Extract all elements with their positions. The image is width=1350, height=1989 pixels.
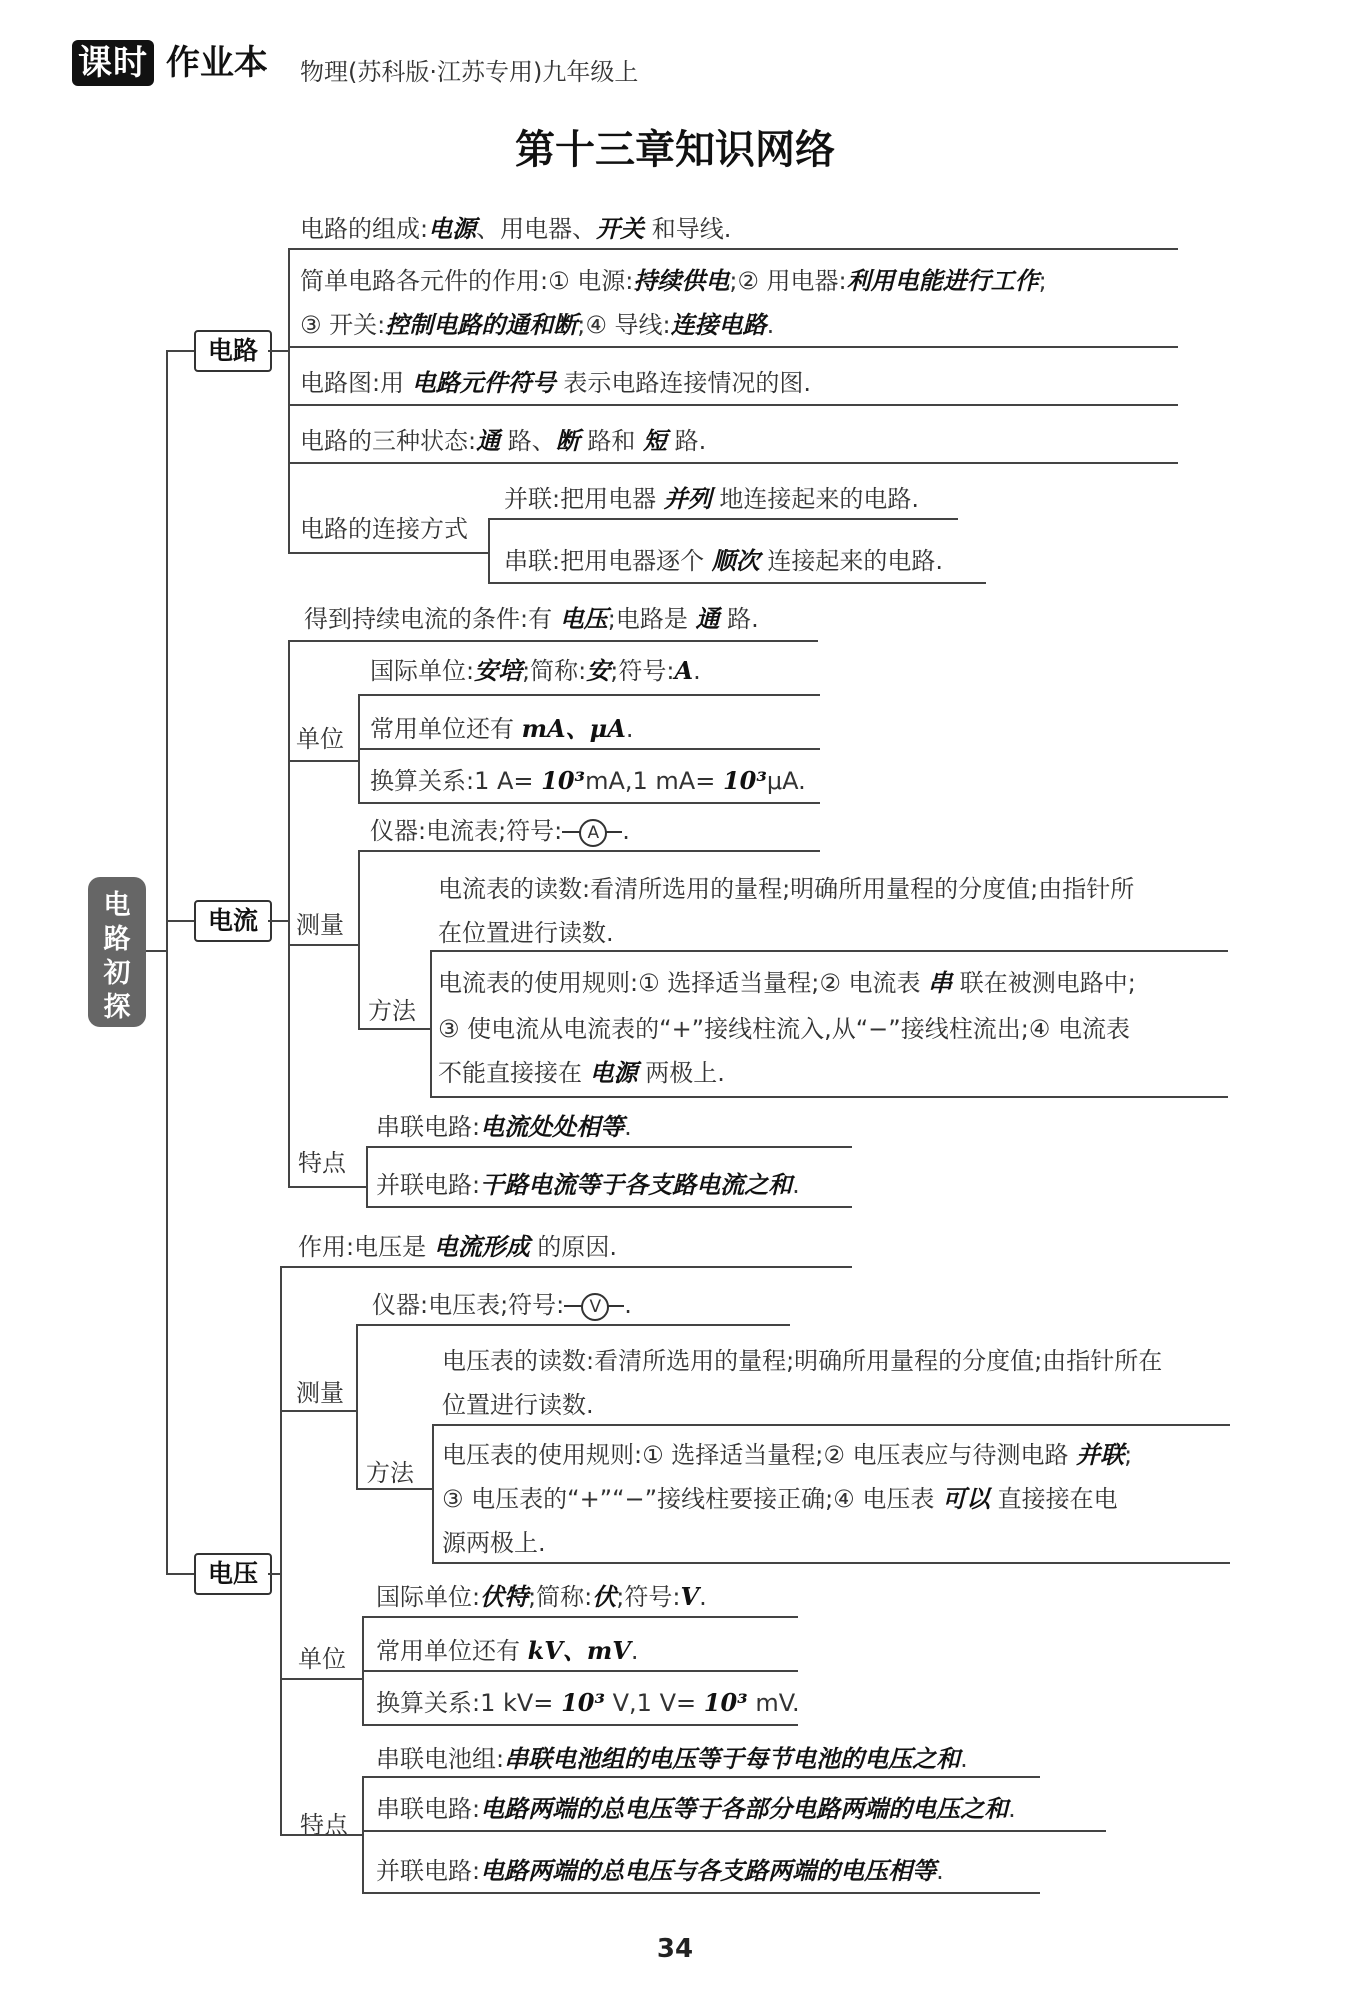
bracket xyxy=(488,518,490,582)
line xyxy=(432,1424,1230,1426)
voltage-unit-label: 单位 xyxy=(298,1645,346,1673)
line xyxy=(288,640,818,642)
current-conversion: 换算关系:1 A= 10³mA,1 mA= 10³μA. xyxy=(370,766,806,795)
bracket xyxy=(432,1424,434,1562)
line xyxy=(288,552,488,554)
voltage-parallel-feature: 并联电路:电路两端的总电压与各支路两端的电压相等. xyxy=(376,1856,944,1885)
voltage-reading-line1: 电压表的读数:看清所选用的量程;明确所用量程的分度值;由指针所在 xyxy=(442,1347,1163,1375)
voltage-reading-line2: 位置进行读数. xyxy=(442,1391,594,1419)
current-stub xyxy=(268,920,288,922)
line xyxy=(288,760,358,762)
voltage-series-feature: 串联电路:电路两端的总电压等于各部分电路两端的电压之和. xyxy=(376,1794,1016,1823)
current-common-units: 常用单位还有 mA、μA. xyxy=(370,714,634,743)
line xyxy=(432,1562,1230,1564)
voltage-battery-feature: 串联电池组:串联电池组的电压等于每节电池的电压之和. xyxy=(376,1744,968,1773)
ammeter-symbol-icon: A xyxy=(562,817,622,847)
line xyxy=(488,518,958,520)
current-rules-line2: ③ 使电流从电流表的“+”接线柱流入,从“−”接线柱流出;④ 电流表 xyxy=(438,1015,1130,1043)
current-method-label: 方法 xyxy=(368,997,416,1025)
root-node: 电路初探 xyxy=(88,877,146,1027)
line xyxy=(358,802,820,804)
line xyxy=(362,1830,1106,1832)
current-bracket xyxy=(288,640,290,1186)
current-condition: 得到持续电流的条件:有 电压;电路是 通 路. xyxy=(304,604,759,633)
circuit-stub xyxy=(268,350,288,352)
voltage-rules-line2: ③ 电压表的“+”“−”接线柱要接正确;④ 电压表 可以 直接接在电 xyxy=(442,1484,1118,1513)
header-subtitle: 物理(苏科版·江苏专用)九年级上 xyxy=(300,58,639,86)
line xyxy=(288,248,1178,250)
branch-voltage: 电压 xyxy=(194,1553,272,1595)
line xyxy=(362,1892,1040,1894)
circuit-connection-label: 电路的连接方式 xyxy=(300,515,468,543)
current-rules-line1: 电流表的使用规则:① 选择适当量程;② 电流表 串 联在被测电路中; xyxy=(438,968,1136,997)
circuit-parallel: 并联:把用电器 并列 地连接起来的电路. xyxy=(504,484,920,513)
current-instrument: 仪器:电流表;符号: A . xyxy=(370,817,630,845)
circuit-roles-line2: ③ 开关:控制电路的通和断;④ 导线:连接电路. xyxy=(300,310,775,339)
line xyxy=(366,1206,852,1208)
current-feature-label: 特点 xyxy=(298,1149,346,1177)
voltage-intl-unit: 国际单位:伏特;简称:伏;符号:V. xyxy=(376,1582,707,1611)
line xyxy=(288,346,1178,348)
voltage-rules-line1: 电压表的使用规则:① 选择适当量程;② 电压表应与待测电路 并联; xyxy=(442,1440,1133,1469)
header-logo xyxy=(72,40,268,86)
root-trunk xyxy=(166,350,168,1573)
line xyxy=(362,1776,1040,1778)
voltmeter-symbol-icon: V xyxy=(564,1291,624,1321)
line xyxy=(358,694,820,696)
voltage-bracket xyxy=(280,1266,282,1834)
voltage-feature-label: 特点 xyxy=(300,1811,348,1839)
line xyxy=(488,582,986,584)
line xyxy=(430,950,1228,952)
line xyxy=(288,462,1178,464)
line xyxy=(288,404,1178,406)
circuit-diagram: 电路图:用 电路元件符号 表示电路连接情况的图. xyxy=(300,368,812,397)
line xyxy=(288,944,358,946)
bracket xyxy=(366,1146,368,1206)
voltage-rules-line3: 源两极上. xyxy=(442,1529,546,1557)
current-measure-label: 测量 xyxy=(296,911,344,939)
line xyxy=(362,1670,798,1672)
circuit-composition: 电路的组成:电源、用电器、开关 和导线. xyxy=(300,214,732,243)
current-intl-unit: 国际单位:安培;简称:安;符号:A. xyxy=(370,656,701,685)
logo-badge: 课时 xyxy=(72,40,154,86)
link-circuit xyxy=(166,350,194,352)
voltage-common-units: 常用单位还有 kV、mV. xyxy=(376,1636,639,1665)
line xyxy=(358,850,820,852)
voltage-conversion: 换算关系:1 kV= 10³ V,1 V= 10³ mV. xyxy=(376,1688,800,1717)
current-reading-line1: 电流表的读数:看清所选用的量程;明确所用量程的分度值;由指针所 xyxy=(438,875,1135,903)
voltage-role: 作用:电压是 电流形成 的原因. xyxy=(298,1232,618,1261)
line xyxy=(358,748,820,750)
line xyxy=(280,1266,852,1268)
line xyxy=(280,1678,362,1680)
line xyxy=(358,1028,430,1030)
current-parallel-feature: 并联电路:干路电流等于各支路电流之和. xyxy=(376,1170,800,1199)
line xyxy=(362,1616,798,1618)
branch-current: 电流 xyxy=(194,900,272,942)
voltage-instrument: 仪器:电压表;符号: V . xyxy=(372,1291,632,1319)
bracket xyxy=(356,1324,358,1488)
bracket xyxy=(430,950,432,1096)
voltage-method-label: 方法 xyxy=(366,1459,414,1487)
bracket xyxy=(358,850,360,1028)
line xyxy=(362,1724,798,1726)
circuit-bracket xyxy=(288,248,290,552)
line xyxy=(366,1146,852,1148)
current-reading-line2: 在位置进行读数. xyxy=(438,919,614,947)
bracket xyxy=(362,1776,364,1892)
link-current xyxy=(166,920,194,922)
line xyxy=(288,1186,366,1188)
line xyxy=(356,1324,790,1326)
circuit-states: 电路的三种状态:通 路、断 路和 短 路. xyxy=(300,426,707,455)
current-unit-label: 单位 xyxy=(296,725,344,753)
page-title: 第十三章知识网络 xyxy=(515,126,835,173)
page-number: 34 xyxy=(656,1934,694,1964)
line xyxy=(280,1410,356,1412)
link-voltage xyxy=(166,1573,194,1575)
current-rules-line3: 不能直接接在 电源 两极上. xyxy=(438,1058,725,1087)
circuit-roles-line1: 简单电路各元件的作用:① 电源:持续供电;② 用电器:利用电能进行工作; xyxy=(300,266,1047,295)
circuit-series: 串联:把用电器逐个 顺次 连接起来的电路. xyxy=(504,546,944,575)
line xyxy=(280,1834,362,1836)
voltage-stub xyxy=(268,1573,280,1575)
logo-text: 作业本 xyxy=(165,43,268,83)
line xyxy=(430,1096,1228,1098)
voltage-measure-label: 测量 xyxy=(296,1379,344,1407)
branch-circuit: 电路 xyxy=(194,330,272,372)
current-series-feature: 串联电路:电流处处相等. xyxy=(376,1112,632,1141)
root-link xyxy=(146,950,166,952)
line xyxy=(356,1488,432,1490)
